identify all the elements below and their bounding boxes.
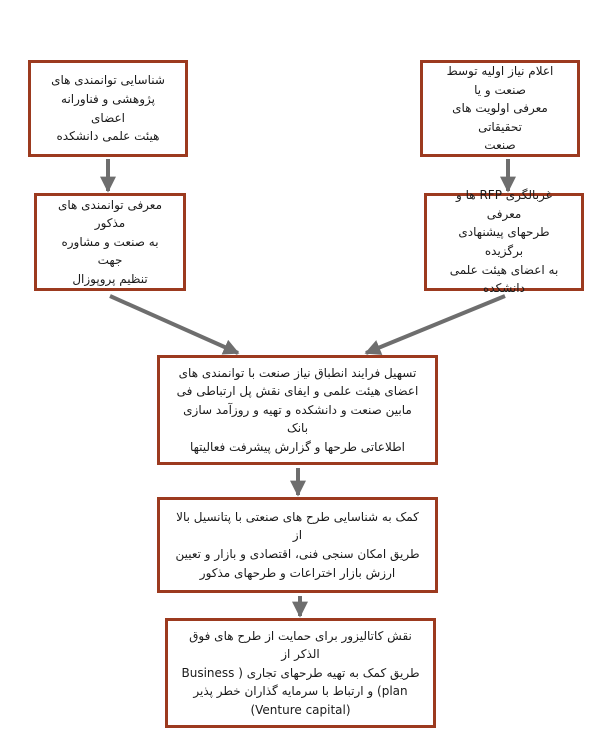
industry-needs-box [420, 60, 580, 157]
facilitation-box [157, 355, 438, 465]
catalyst-role-box [165, 618, 436, 728]
rfp-screening-box [424, 188, 584, 296]
high-potential-projects-text: کمک به شناسایی طرح های صنعتی با پتانسیل بالا از طریق امکان سنجی فنی، اقتصادی و بازار و تعیین ارزش بازار اختراعات و طرحهای مذکور [175, 509, 420, 580]
arrow-b4-to-b5 [366, 296, 505, 353]
industry-needs-text: اعلام نیاز اولیه توسط صنعت و یا معرفی اولویت های تحقیقاتی صنعت [446, 64, 554, 153]
high-potential-projects-box [157, 497, 438, 593]
rfp-screening-text: غربالگری RFP ها و معرفی طرحهای پیشنهادی برگزیده به اعضای هیئت علمی دانشکده [449, 188, 559, 296]
identify-capabilities-box [28, 60, 188, 157]
introduce-capabilities-box [34, 193, 186, 291]
facilitation-text: تسهیل فرایند انطباق نیاز صنعت با توانمندی های اعضای هیئت علمی و ایفای نقش پل ارتباطی فی مابین صنعت و دانشکده و تهیه و روزآمد سازی بانک اطلاعاتی طرحها و گزارش پیشرفت فعالیتها [176, 365, 419, 454]
arrow-b3-to-b5 [110, 296, 238, 353]
identify-capabilities-text: شناسایی توانمندی های پژوهشی و فناورانه اعضای هیئت علمی دانشکده [51, 73, 165, 144]
introduce-capabilities-text: معرفی توانمندی های مذکور به صنعت و مشاوره جهت تنظیم پروپوزال [57, 197, 163, 286]
catalyst-role-text: نقش کاتالیزور برای حمایت از طرح های فوق الذکر از طریق کمک به تهیه طرحهای تجاری ( Business plan) و ارتباط با سرمایه گذاران خطر پذیر (Venture capital) [181, 628, 420, 717]
